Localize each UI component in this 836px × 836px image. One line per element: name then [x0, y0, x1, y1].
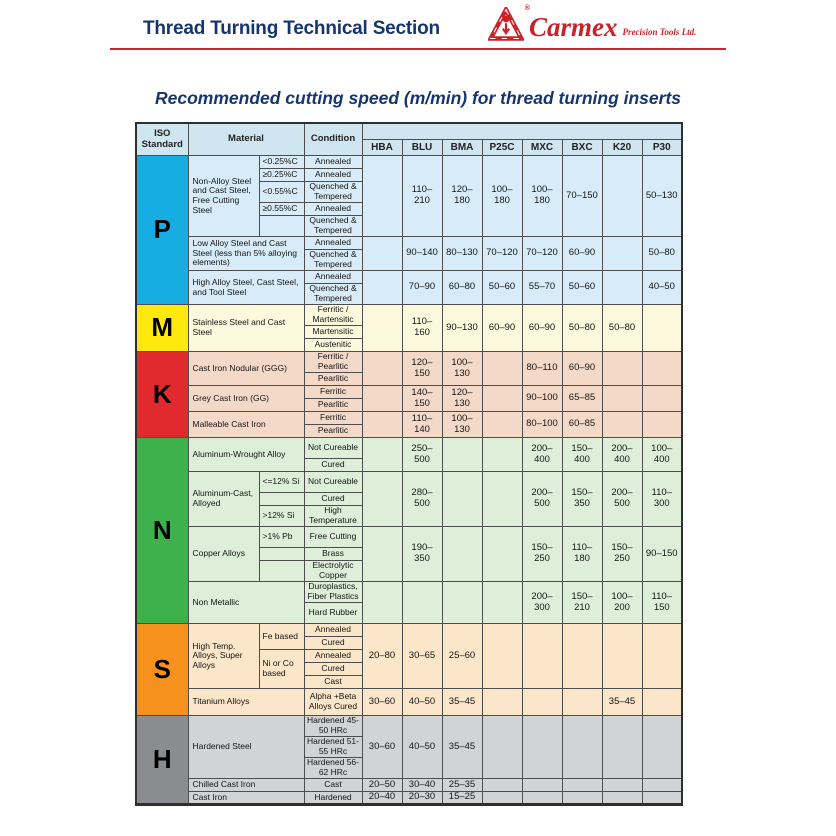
speed-cell: 30–60: [362, 689, 402, 716]
speed-cell: 50–60: [482, 271, 522, 305]
qualifier-cell: <0.55%C: [259, 182, 304, 203]
condition-cell: Ferritic: [304, 386, 362, 399]
speed-cell: 200–500: [602, 472, 642, 527]
table-header: [136, 123, 682, 156]
condition-cell: Not Cureable: [304, 472, 362, 493]
grade-header-spacer: [362, 123, 682, 140]
speed-cell: 120–130: [442, 386, 482, 412]
qualifier-cell: [259, 548, 304, 561]
table-row: [136, 582, 682, 603]
speed-cell: [482, 472, 522, 527]
condition-cell: Hardened 45-50 HRc: [304, 716, 362, 737]
speed-cell: [562, 624, 602, 689]
condition-cell: Cured: [304, 493, 362, 506]
condition-cell: Annealed: [304, 237, 362, 250]
speed-cell: [482, 527, 522, 582]
condition-cell: Quenched & Tempered: [304, 182, 362, 203]
speed-cell: 100–130: [442, 412, 482, 438]
header-divider: [110, 48, 726, 50]
speed-cell: 20–50: [362, 779, 402, 792]
material-cell: Copper Alloys: [188, 527, 259, 582]
speed-cell: 120–180: [442, 156, 482, 237]
table-row: [136, 792, 682, 805]
speed-cell: [642, 792, 682, 805]
condition-cell: Not Cureable: [304, 438, 362, 459]
condition-cell: Cast: [304, 779, 362, 792]
speed-cell: 120–150: [402, 352, 442, 386]
speed-cell: [602, 716, 642, 779]
condition-cell: Electrolytic Copper: [304, 561, 362, 582]
speed-cell: 50–80: [562, 305, 602, 352]
table-row: [136, 716, 682, 737]
speed-cell: 55–70: [522, 271, 562, 305]
speed-cell: 35–45: [442, 689, 482, 716]
speed-cell: [602, 352, 642, 386]
condition-cell: Cured: [304, 459, 362, 472]
condition-cell: Quenched & Tempered: [304, 284, 362, 305]
speed-cell: 200–400: [522, 438, 562, 472]
speed-cell: [362, 156, 402, 237]
speed-cell: 100–180: [522, 156, 562, 237]
speed-cell: [362, 305, 402, 352]
speed-cell: [482, 412, 522, 438]
speed-cell: 100–200: [602, 582, 642, 624]
speed-cell: [362, 582, 402, 624]
speed-cell: 40–50: [402, 716, 442, 779]
condition-cell: Martensitic: [304, 326, 362, 339]
speed-cell: 15–25: [442, 792, 482, 805]
table-row: [136, 527, 682, 548]
speed-cell: 50–130: [642, 156, 682, 237]
iso-section-letter: M: [136, 305, 188, 352]
col-header-grade: BXC: [562, 140, 602, 156]
speed-cell: 280–500: [402, 472, 442, 527]
speed-cell: [522, 792, 562, 805]
speed-cell: 100–400: [642, 438, 682, 472]
material-cell: Aluminum-Cast, Alloyed: [188, 472, 259, 527]
col-header-grade: HBA: [362, 140, 402, 156]
qualifier-cell: Fe based: [259, 624, 304, 650]
col-header-grade: P30: [642, 140, 682, 156]
speed-cell: [562, 779, 602, 792]
qualifier-cell: ≥0.25%C: [259, 169, 304, 182]
speed-cell: 110–300: [642, 472, 682, 527]
table-row: [136, 472, 682, 493]
speed-cell: 50–60: [562, 271, 602, 305]
speed-cell: [362, 472, 402, 527]
speed-cell: [362, 438, 402, 472]
speed-cell: 60–90: [482, 305, 522, 352]
speed-cell: 70–120: [482, 237, 522, 271]
condition-cell: Ferritic / Martensitic: [304, 305, 362, 326]
qualifier-cell: [259, 216, 304, 237]
speed-cell: [442, 582, 482, 624]
table-row: [136, 412, 682, 425]
material-cell: Cast Iron Nodular (GGG): [188, 352, 304, 386]
speed-cell: [602, 386, 642, 412]
qualifier-cell: ≥0.55%C: [259, 203, 304, 216]
condition-cell: Annealed: [304, 156, 362, 169]
material-cell: Low Alloy Steel and Cast Steel (less than 5% alloying elements): [188, 237, 304, 271]
speed-cell: 80–100: [522, 412, 562, 438]
condition-cell: Hardened 56-62 HRc: [304, 758, 362, 779]
speed-cell: 150–250: [522, 527, 562, 582]
speed-cell: 40–50: [642, 271, 682, 305]
speed-cell: [642, 305, 682, 352]
speed-cell: 200–500: [522, 472, 562, 527]
condition-cell: Pearlitic: [304, 373, 362, 386]
speed-cell: 70–90: [402, 271, 442, 305]
speed-cell: 30–60: [362, 716, 402, 779]
speed-cell: [442, 527, 482, 582]
col-header-iso: ISO Standard: [136, 123, 188, 156]
condition-cell: Free Cutting: [304, 527, 362, 548]
material-cell: Aluminum-Wrought Alloy: [188, 438, 304, 472]
speed-cell: 100–130: [442, 352, 482, 386]
carmex-logo: [488, 4, 718, 46]
condition-cell: Quenched & Tempered: [304, 250, 362, 271]
material-cell: Non Metallic: [188, 582, 304, 624]
speed-cell: [602, 156, 642, 237]
speed-cell: [482, 386, 522, 412]
col-header-material: Material: [188, 123, 304, 156]
speed-cell: [482, 582, 522, 624]
speed-cell: 20–30: [402, 792, 442, 805]
speed-cell: [362, 352, 402, 386]
speed-cell: 20–40: [362, 792, 402, 805]
speed-cell: [642, 689, 682, 716]
speed-cell: [642, 779, 682, 792]
speed-cell: [642, 412, 682, 438]
material-cell: Hardened Steel: [188, 716, 304, 779]
speed-cell: 80–130: [442, 237, 482, 271]
material-cell: High Temp. Alloys, Super Alloys: [188, 624, 259, 689]
condition-cell: Annealed: [304, 271, 362, 284]
speed-cell: [442, 438, 482, 472]
speed-cell: [442, 472, 482, 527]
condition-cell: Alpha +Beta Alloys Cured: [304, 689, 362, 716]
iso-section-letter: H: [136, 716, 188, 805]
speed-cell: [562, 716, 602, 779]
speed-cell: [602, 624, 642, 689]
speed-cell: [522, 716, 562, 779]
iso-section-letter: N: [136, 438, 188, 624]
speed-cell: 25–35: [442, 779, 482, 792]
col-header-grade: P25C: [482, 140, 522, 156]
table-row: [136, 156, 682, 169]
speed-cell: [602, 412, 642, 438]
speed-cell: [642, 624, 682, 689]
condition-cell: Cured: [304, 637, 362, 650]
speed-cell: 60–90: [562, 352, 602, 386]
qualifier-cell: [259, 561, 304, 582]
speed-cell: [362, 386, 402, 412]
condition-cell: Austenitic: [304, 339, 362, 352]
speed-cell: 90–130: [442, 305, 482, 352]
speed-cell: 250–500: [402, 438, 442, 472]
speed-cell: 30–65: [402, 624, 442, 689]
speed-cell: 80–110: [522, 352, 562, 386]
condition-cell: Duroplastics, Fiber Plastics: [304, 582, 362, 603]
cutting-speed-table: [135, 122, 683, 806]
speed-cell: [362, 237, 402, 271]
speed-cell: [642, 716, 682, 779]
speed-cell: 150–210: [562, 582, 602, 624]
speed-cell: 90–140: [402, 237, 442, 271]
speed-cell: 50–80: [602, 305, 642, 352]
condition-cell: Ferritic / Pearlitic: [304, 352, 362, 373]
table-row: [136, 237, 682, 250]
speed-cell: 60–90: [522, 305, 562, 352]
speed-cell: 200–300: [522, 582, 562, 624]
qualifier-cell: <=12% Si: [259, 472, 304, 493]
material-cell: Chilled Cast Iron: [188, 779, 304, 792]
condition-cell: Annealed: [304, 624, 362, 637]
speed-cell: [522, 779, 562, 792]
qualifier-cell: >12% Si: [259, 506, 304, 527]
registered-mark: ®: [524, 4, 530, 12]
condition-cell: Brass: [304, 548, 362, 561]
table-row: [136, 779, 682, 792]
speed-cell: [522, 624, 562, 689]
speed-cell: [362, 271, 402, 305]
speed-cell: 40–50: [402, 689, 442, 716]
condition-cell: Ferritic: [304, 412, 362, 425]
speed-cell: [642, 386, 682, 412]
table-row: [136, 305, 682, 326]
material-cell: High Alloy Steel, Cast Steel, and Tool Steel: [188, 271, 304, 305]
condition-cell: Hardened 51-55 HRc: [304, 737, 362, 758]
col-header-grade: K20: [602, 140, 642, 156]
speed-cell: [562, 792, 602, 805]
iso-section-letter: K: [136, 352, 188, 438]
speed-cell: 190–350: [402, 527, 442, 582]
condition-cell: High Temperature: [304, 506, 362, 527]
page-title: Thread Turning Technical Section: [143, 18, 440, 39]
table-title: Recommended cutting speed (m/min) for thread turning inserts: [154, 88, 682, 108]
speed-cell: [482, 624, 522, 689]
speed-cell: [362, 527, 402, 582]
material-cell: Grey Cast Iron (GG): [188, 386, 304, 412]
material-cell: Stainless Steel and Cast Steel: [188, 305, 304, 352]
speed-cell: [482, 716, 522, 779]
condition-cell: Hard Rubber: [304, 603, 362, 624]
table-row: [136, 624, 682, 637]
speed-cell: [602, 779, 642, 792]
speed-cell: 100–180: [482, 156, 522, 237]
condition-cell: Annealed: [304, 169, 362, 182]
material-cell: Malleable Cast Iron: [188, 412, 304, 438]
qualifier-cell: >1% Pb: [259, 527, 304, 548]
speed-cell: [522, 689, 562, 716]
speed-cell: [602, 237, 642, 271]
table-body: [136, 156, 682, 805]
speed-cell: 110–150: [642, 582, 682, 624]
speed-cell: 25–60: [442, 624, 482, 689]
speed-cell: [482, 352, 522, 386]
material-cell: Cast Iron: [188, 792, 304, 805]
qualifier-cell: [259, 493, 304, 506]
brand-tagline: Precision Tools Ltd.: [622, 27, 697, 37]
speed-cell: 150–400: [562, 438, 602, 472]
condition-cell: Annealed: [304, 203, 362, 216]
speed-cell: 60–85: [562, 412, 602, 438]
condition-cell: Pearlitic: [304, 425, 362, 438]
iso-section-letter: S: [136, 624, 188, 716]
speed-cell: [482, 792, 522, 805]
speed-cell: [482, 438, 522, 472]
table-row: [136, 438, 682, 459]
speed-cell: 65–85: [562, 386, 602, 412]
speed-cell: [602, 792, 642, 805]
speed-cell: 70–120: [522, 237, 562, 271]
speed-cell: 30–40: [402, 779, 442, 792]
col-header-grade: BMA: [442, 140, 482, 156]
speed-cell: 150–250: [602, 527, 642, 582]
col-header-condition: Condition: [304, 123, 362, 156]
speed-cell: 140–150: [402, 386, 442, 412]
speed-cell: 50–80: [642, 237, 682, 271]
brand-name: Carmex: [529, 11, 618, 42]
speed-cell: 110–140: [402, 412, 442, 438]
col-header-grade: MXC: [522, 140, 562, 156]
col-header-grade: BLU: [402, 140, 442, 156]
speed-cell: 200–400: [602, 438, 642, 472]
speed-cell: 70–150: [562, 156, 602, 237]
speed-cell: [642, 352, 682, 386]
speed-cell: 150–350: [562, 472, 602, 527]
condition-cell: Quenched & Tempered: [304, 216, 362, 237]
material-cell: Non-Alloy Steel and Cast Steel, Free Cutting Steel: [188, 156, 259, 237]
speed-cell: 35–45: [602, 689, 642, 716]
condition-cell: Pearlitic: [304, 399, 362, 412]
speed-cell: 90–100: [522, 386, 562, 412]
speed-cell: [562, 689, 602, 716]
table-row: [136, 386, 682, 399]
condition-cell: Cured: [304, 663, 362, 676]
speed-cell: [602, 271, 642, 305]
speed-cell: 90–150: [642, 527, 682, 582]
speed-cell: [482, 689, 522, 716]
table-row: [136, 689, 682, 716]
speed-cell: [362, 412, 402, 438]
table-row: [136, 352, 682, 373]
speed-cell: 110–210: [402, 156, 442, 237]
speed-cell: 60–90: [562, 237, 602, 271]
iso-section-letter: P: [136, 156, 188, 305]
condition-cell: Hardened: [304, 792, 362, 805]
material-cell: Titanium Alloys: [188, 689, 304, 716]
speed-cell: [402, 582, 442, 624]
speed-cell: 60–80: [442, 271, 482, 305]
condition-cell: Annealed: [304, 650, 362, 663]
qualifier-cell: <0.25%C: [259, 156, 304, 169]
speed-cell: 35–45: [442, 716, 482, 779]
speed-cell: [482, 779, 522, 792]
table-row: [136, 271, 682, 284]
speed-cell: 110–180: [562, 527, 602, 582]
carmex-triangle-icon: [488, 4, 530, 48]
qualifier-cell: Ni or Co based: [259, 650, 304, 689]
condition-cell: Cast: [304, 676, 362, 689]
speed-cell: 110–160: [402, 305, 442, 352]
speed-cell: 20–80: [362, 624, 402, 689]
